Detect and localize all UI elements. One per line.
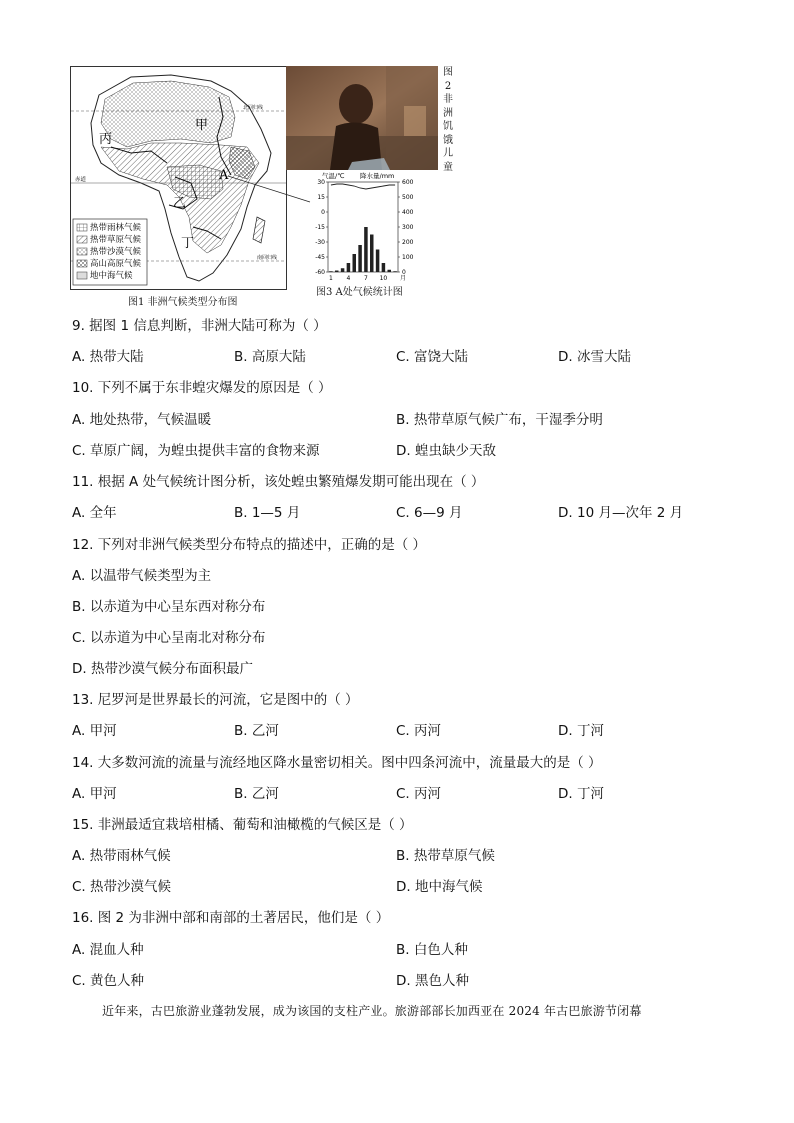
q13-option-d[interactable]: D. 丁河 <box>558 723 604 739</box>
photo-caption: 图2非洲饥饿儿童 <box>443 67 453 173</box>
q9-option-c[interactable]: C. 富饶大陆 <box>396 349 469 365</box>
q16-option-b[interactable]: B. 白色人种 <box>396 942 468 958</box>
q10-option-c[interactable]: C. 草原广阔，为蝗虫提供丰富的食物来源 <box>72 443 320 459</box>
q13-option-c[interactable]: C. 丙河 <box>396 723 442 739</box>
q13-option-b[interactable]: B. 乙河 <box>234 723 279 739</box>
legend-item-0: 热带雨林气候 <box>90 223 142 233</box>
month-tick-label: 1 <box>329 275 333 282</box>
question-13-stem: 13. 尼罗河是世界最长的河流，它是图中的（ ） <box>72 692 359 708</box>
q15-option-a[interactable]: A. 热带雨林气候 <box>72 848 171 864</box>
q16-option-c[interactable]: C. 黄色人种 <box>72 973 145 989</box>
temp-tick-label: 15 <box>317 194 325 201</box>
question-9-stem: 9. 据图 1 信息判断，非洲大陆可称为（ ） <box>72 318 327 334</box>
question-12-stem: 12. 下列对非洲气候类型分布特点的描述中，正确的是（ ） <box>72 537 427 553</box>
question-11-stem: 11. 根据 A 处气候统计图分析，该处蝗虫繁殖爆发期可能出现在（ ） <box>72 474 485 490</box>
q10-option-b[interactable]: B. 热带草原气候广布，干湿季分明 <box>396 412 603 428</box>
label-jia: 甲 <box>195 118 209 133</box>
figure-area <box>70 62 453 308</box>
q9-option-b[interactable]: B. 高原大陆 <box>234 349 306 365</box>
legend-item-4: 地中海气候 <box>90 271 133 281</box>
legend-item-3: 高山高原气候 <box>90 259 142 269</box>
q14-option-d[interactable]: D. 丁河 <box>558 786 604 802</box>
q10-option-d[interactable]: D. 蝗虫缺少天敌 <box>396 443 496 459</box>
precip-tick-label: 100 <box>402 254 414 261</box>
temp-axis-label: 气温/℃ <box>322 172 345 180</box>
label-ding: 丁 <box>181 236 195 251</box>
legend-item-2: 热带沙漠气候 <box>90 247 142 257</box>
q9-option-d[interactable]: D. 冰雪大陆 <box>558 349 631 365</box>
question-15-stem: 15. 非洲最适宜栽培柑橘、葡萄和油橄榄的气候区是（ ） <box>72 817 413 833</box>
temp-tick-label: -45 <box>315 254 325 261</box>
question-10-stem: 10. 下列不属于东非蝗灾爆发的原因是（ ） <box>72 380 332 396</box>
label-tropic-south: 南回归线 <box>257 255 278 261</box>
q15-option-d[interactable]: D. 地中海气候 <box>396 879 483 895</box>
temp-tick-label: -30 <box>315 239 325 246</box>
precip-axis-label: 降水量/mm <box>360 172 395 180</box>
q11-option-a[interactable]: A. 全年 <box>72 505 117 521</box>
precip-tick-label: 300 <box>402 224 414 231</box>
q16-option-d[interactable]: D. 黑色人种 <box>396 973 469 989</box>
q12-option-a[interactable]: A. 以温带气候类型为主 <box>72 568 212 584</box>
q14-option-a[interactable]: A. 甲河 <box>72 786 117 802</box>
month-tick-label: 4 <box>346 275 351 282</box>
precip-tick-label: 500 <box>402 194 414 201</box>
precip-tick-label: 400 <box>402 209 414 216</box>
q9-option-a[interactable]: A. 热带大陆 <box>72 349 144 365</box>
precip-tick-label: 200 <box>402 239 414 246</box>
q11-option-d[interactable]: D. 10 月—次年 2 月 <box>558 505 684 521</box>
precip-tick-label: 0 <box>402 269 406 276</box>
q15-option-c[interactable]: C. 热带沙漠气候 <box>72 879 172 895</box>
temp-tick-label: 0 <box>321 209 325 216</box>
climate-caption: 图3 A处气候统计图 <box>316 287 403 298</box>
q15-option-b[interactable]: B. 热带草原气候 <box>396 848 495 864</box>
q16-option-a[interactable]: A. 混血人种 <box>72 942 144 958</box>
temp-tick-label: -60 <box>315 269 325 276</box>
connector-line <box>228 176 310 202</box>
q13-option-a[interactable]: A. 甲河 <box>72 723 117 739</box>
q12-option-b[interactable]: B. 以赤道为中心呈东西对称分布 <box>72 599 266 615</box>
q14-option-b[interactable]: B. 乙河 <box>234 786 279 802</box>
label-tropic-north: 北回归线 <box>243 105 264 111</box>
temp-tick-label: 30 <box>317 179 325 186</box>
q14-option-c[interactable]: C. 丙河 <box>396 786 442 802</box>
question-14-stem: 14. 大多数河流的流量与流经地区降水量密切相关。图中四条河流中，流量最大的是（ ） <box>72 755 602 771</box>
month-tick-label: 7 <box>364 275 368 282</box>
label-bing: 丙 <box>99 132 113 147</box>
temp-tick-label: -15 <box>315 224 325 231</box>
q12-option-d[interactable]: D. 热带沙漠气候分布面积最广 <box>72 661 253 677</box>
q11-option-b[interactable]: B. 1—5 月 <box>234 505 301 521</box>
connector-svg <box>70 62 450 307</box>
q12-option-c[interactable]: C. 以赤道为中心呈南北对称分布 <box>72 630 266 646</box>
label-a: A <box>219 168 229 183</box>
label-yi: 乙 <box>173 196 187 211</box>
legend-item-1: 热带草原气候 <box>90 235 142 245</box>
passage-line: 近年来，古巴旅游业蓬勃发展，成为该国的支柱产业。旅游部部长加西亚在 2024 年古巴旅游节闭幕 <box>102 1004 642 1018</box>
q10-option-a[interactable]: A. 地处热带，气候温暖 <box>72 412 212 428</box>
map-caption: 图1 非洲气候类型分布图 <box>128 297 238 308</box>
month-tick-label: 10 <box>379 275 388 282</box>
q11-option-c[interactable]: C. 6—9 月 <box>396 505 463 521</box>
question-16-stem: 16. 图 2 为非洲中部和南部的土著居民，他们是（ ） <box>72 910 390 926</box>
precip-tick-label: 600 <box>402 179 414 186</box>
month-axis-label: 月 <box>400 275 407 282</box>
label-equator: 赤道 <box>75 177 87 183</box>
